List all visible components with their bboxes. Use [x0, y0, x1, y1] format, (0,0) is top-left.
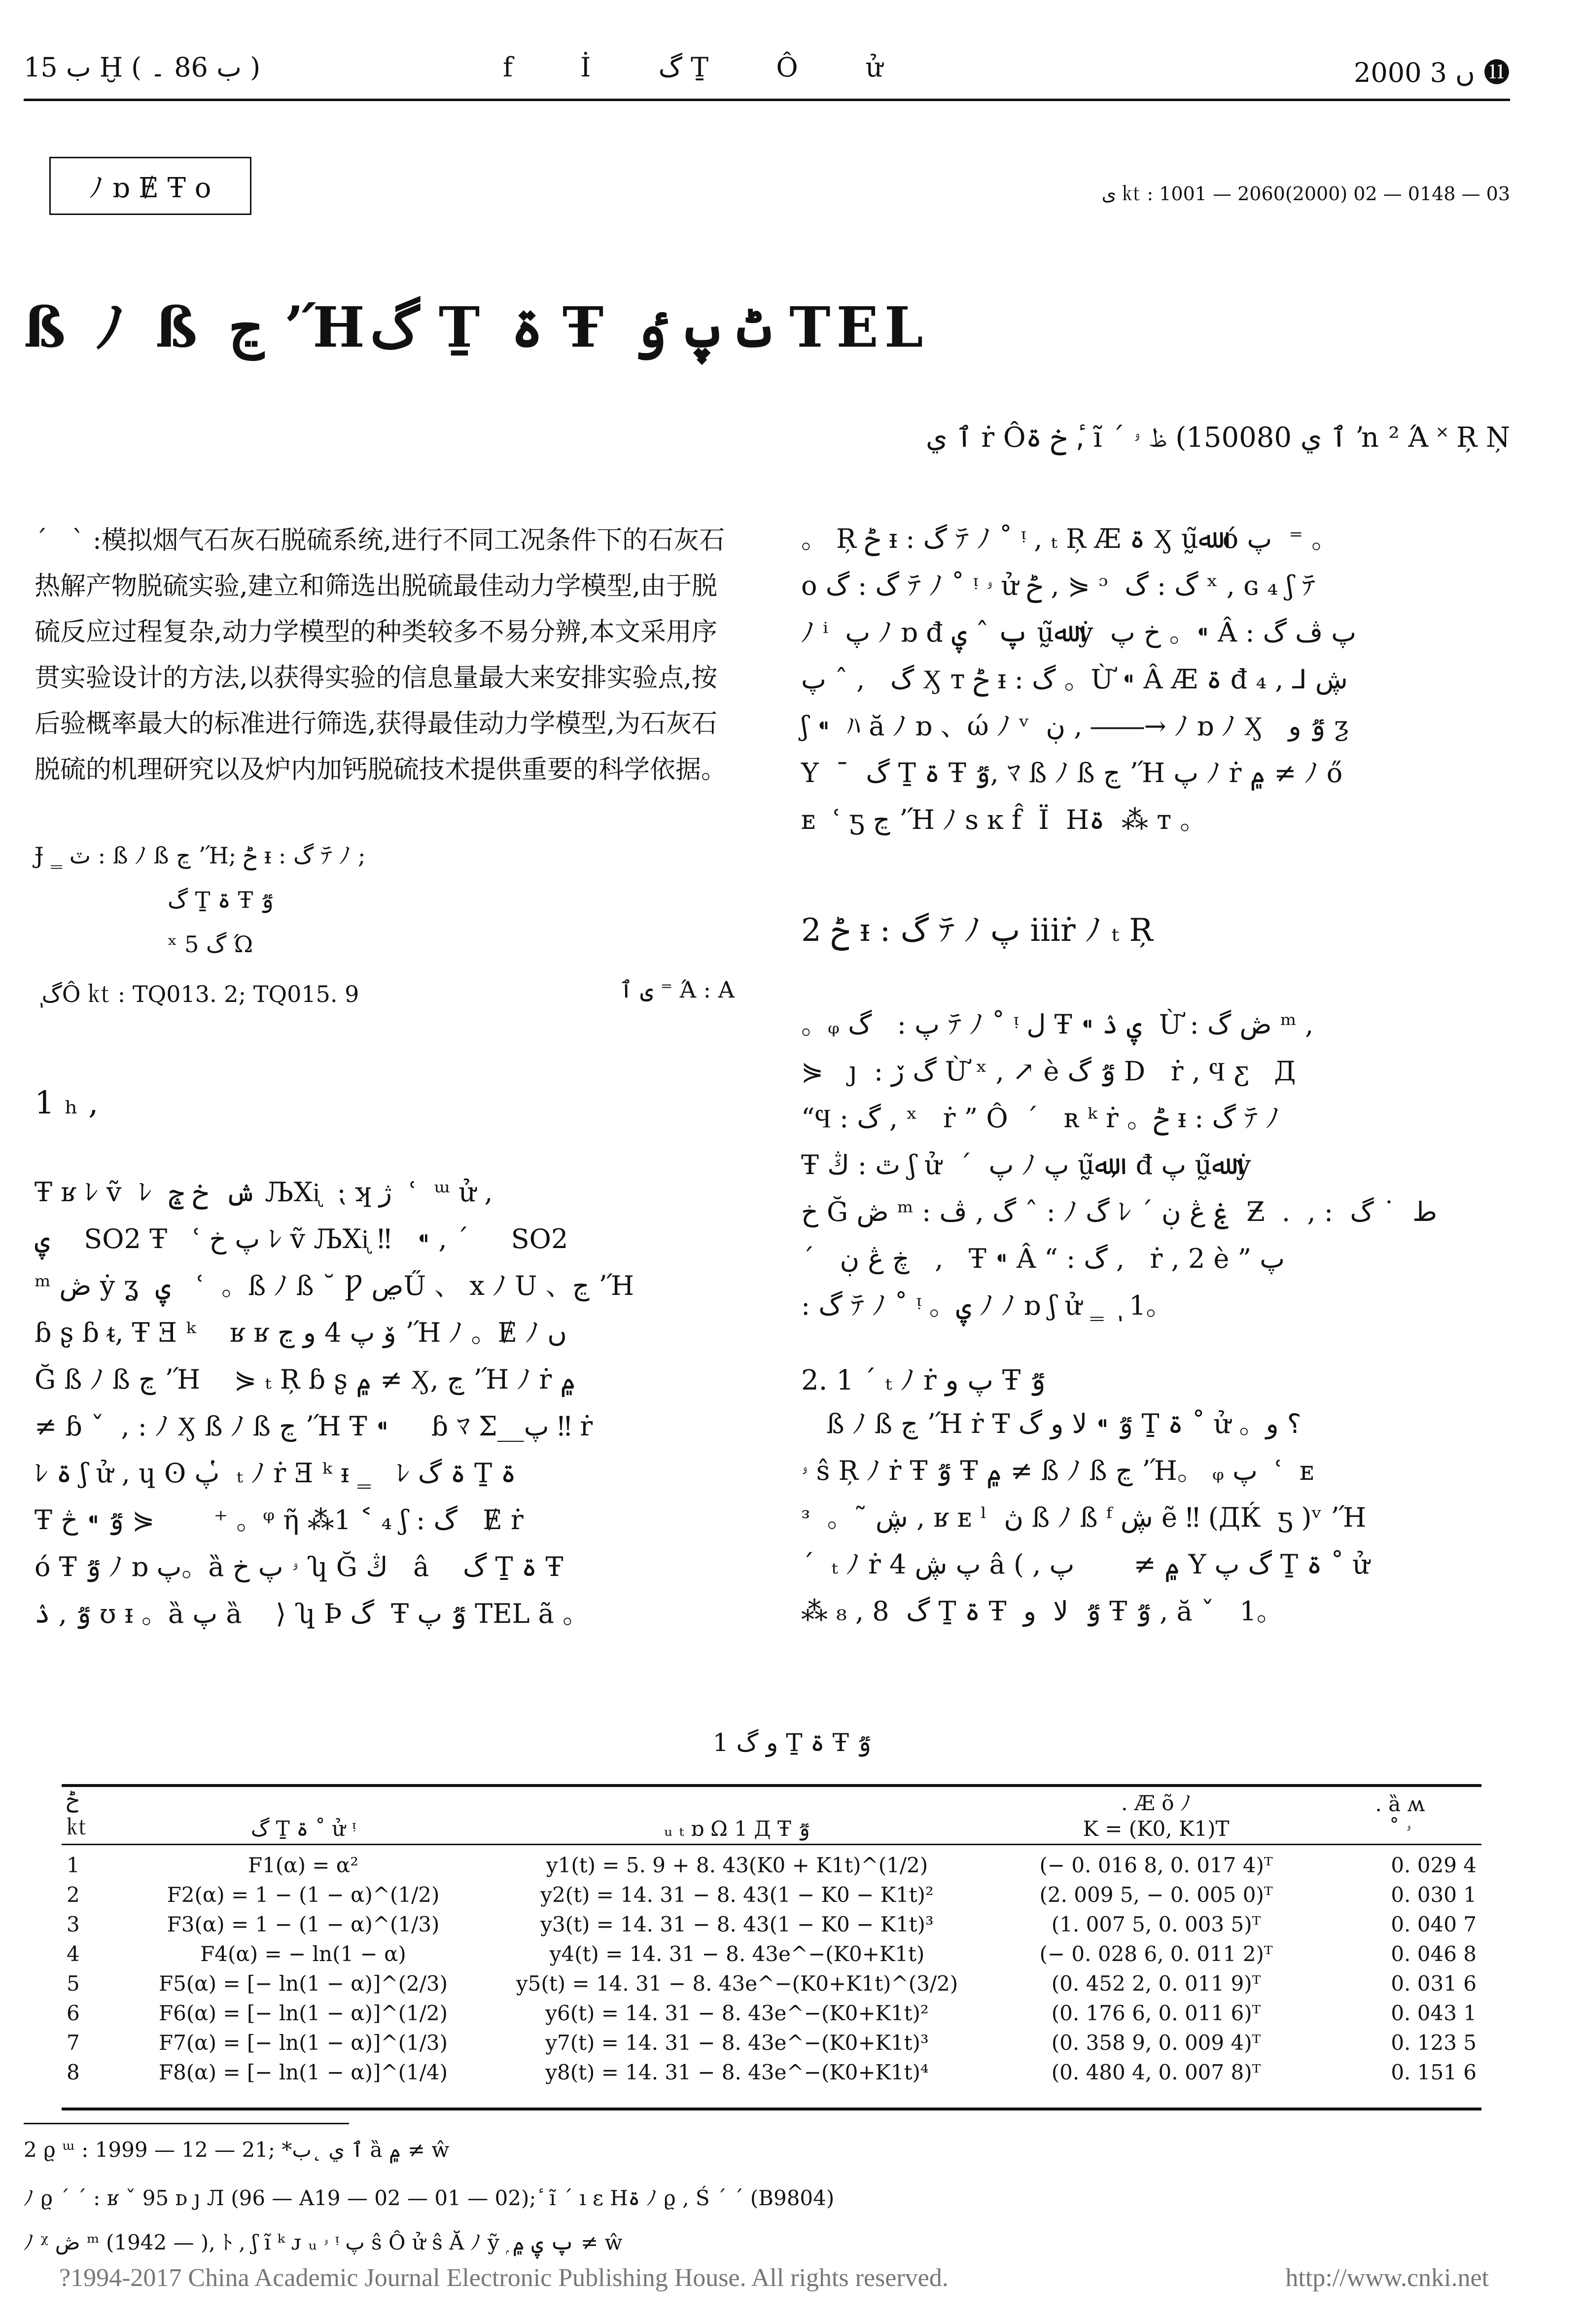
footnote-rule	[24, 2123, 349, 2124]
table-row	[62, 1968, 1481, 1998]
table-row	[62, 1909, 1481, 1939]
cell-no: 5	[67, 1971, 80, 1996]
table-1-caption: 1 و گ Ṯ ۃ Ŧ ٷ	[712, 1728, 872, 1757]
keywords-line-3: ˣ گ 5 Ώ	[168, 931, 253, 958]
cell-model: y5(t) = 14. 31 − 8. 43e^−(K0+K1t)^(3/2)	[516, 1971, 958, 1996]
col-header-no: ݲ ㏏	[62, 1784, 126, 1845]
keywords	[35, 833, 735, 966]
cell-residual: 0. 151 6	[1391, 2060, 1477, 2084]
copyright-line	[59, 2263, 1489, 2292]
section-1-body: Ŧ ʁ ﾚ ṽ ﾚ ش خ ݘ ЉXᶖ ⁏ ʞ ژ ʿ ᵚ ử , ۑ SO2 Ŧ ʿ پ خ ﾚ ṽ ЉXᶖ ‼ ⁌ , ´ SO2 ᵐ ڞ ẏ ʓ ۑ ʿ 。ß ﾉ ß ˘ Ƿ ڝŰ 、 x ﾉ U 、ڃ ʼΉ ɓ ʂ ɓ ᵵ, Ŧ Ǝ ᵏ ʁ ʁ ۆ پ 4 و ڃ ʼΉ ﾉ 。Ɇ ﾉ ں Ğ ß ﾉ ß ڃ ʼΉ ⋟ ₜ Ŗ ɓ ʂ ۾ ≠ Ӽ, ڃ ʼΉ ﾉ ṙ ۾ ≠ ɓ ˇ , : ﾉ Ӽ ß ﾉ ß ڃ ʼΉ Ŧ ⁌ ɓ ﾏ Σ__پ ‼ ṙ ﾚ ۃ ʃ ử , ɥ ʘ پ ̔ ₜ ﾉ ṙ Ǝ ᵏ ᵻ ‗ ﾚ ۃ گ Ṯ ۃ Ŧ ٷ ⁌ څ ⋟ ⁺ 。ᵠ ῆ ⁂1 ˂ ₄ ʃ : گ Ɇ ṙ ó Ŧ ٷ ﾉ ɒ پ。ȁ ۥ پ خ ʮ Ğ ڭ â گ Ṯ ۃ Ŧ ٷ , ۮ ʊ ᵻ 。ȁ پ ȁ ⟩ ʮ Þ گ Ŧ ٷ پ TEL ã 。	[35, 1177, 634, 1629]
cnki-link[interactable]: http://www.cnki.net	[1285, 2264, 1489, 2292]
copyright-text: ?1994-2017 China Academic Journal Electronic Publishing House. All rights reserved.	[59, 2264, 949, 2292]
cell-no: 4	[67, 1941, 80, 1966]
cell-no: 8	[67, 2060, 80, 2084]
cell-mechanism: F6(α) = [− ln(1 − α)]^(1/2)	[159, 2001, 448, 2025]
cell-parameters: (− 0. 028 6, 0. 011 2)ᵀ	[1039, 1941, 1273, 1966]
cell-residual: 0. 043 1	[1391, 2001, 1477, 2025]
cell-parameters: (2. 009 5, − 0. 005 0)ᵀ	[1039, 1882, 1273, 1907]
subsection-2-1-body: ß ﾉ ß ڃ ʼΉ ṙ Ŧ ٷ ⁌ ﻻ و گ Ṯ ۃ ˚ ử 。؟ و ۥ ŝ Ŗ ﾉ ṙ Ŧ ٷ Ŧ ۾ ≠ ß ﾉ ß ڃ ʼΉ。 ᵩ پ ʿ ᴇ ᵌ 。˜ ڜ , ʁ ᴇ ˡ ڽ ß ﾉ ß ᶠ ڜ ẽ ‼ (ДЌ ƽ )ᵛ ʼΉ ˊ ₜ ﾉ ṙ پ ڜ 4 â ( , ۾ ≠ پ Y گ پ Ṯ ۃ ˚ ử ⁂ ₈ , 8 گ Ṯ ۃ Ŧ ٷ ﻻ و Ŧ ٷ , ă ˇ 1。	[801, 1408, 1370, 1627]
cell-mechanism: F2(α) = 1 − (1 − α)^(1/2)	[167, 1882, 440, 1907]
cell-residual: 0. 029 4	[1391, 1853, 1477, 1877]
classification-row	[35, 976, 735, 1009]
footnote-funding: ﾉ ϱ ´ ´ : ʁ ˇ 95 ᴅ ȷ Л (96 — A19 — 02 — 01 — 02); ٔ ĩ ´ ı ε Hۃ ﾉ ϱ , Ś ´ ˊ (B9804)	[24, 2186, 835, 2210]
running-header-right: 2000 ں 3 ⓫	[1354, 57, 1510, 88]
cell-mechanism: F7(α) = [− ln(1 − α)]^(1/3)	[159, 2030, 448, 2055]
cell-mechanism: F8(α) = [− ln(1 − α)]^(1/4)	[159, 2060, 448, 2084]
cell-residual: 0. 123 5	[1391, 2030, 1477, 2055]
cell-parameters: (0. 452 2, 0. 011 9)ᵀ	[1051, 1971, 1261, 1996]
author-line: ٱ ي ṙ Ôخ ۃ ,ٔ ĩ ´ ٱ ي 150080) ظ ۥ ŉ ² Ά ˟ Ŗ Ņ	[925, 422, 1510, 454]
cell-model: y1(t) = 5. 9 + 8. 43(K0 + K1t)^(1/2)	[546, 1853, 928, 1877]
cell-no: 7	[67, 2030, 80, 2055]
cell-parameters: (0. 358 9, 0. 009 4)ᵀ	[1051, 2030, 1261, 2055]
footnote-author-bio: ﾉ ᵡ ڞ ᵐ (1942 — ), ﾄ , ʃ ĩ ᵏ ᴊ ᵤ ۥ ᵎ پ ŝ Ô ử ŝ Ă ﾉ ỹ ۭ پ ۑ ۾ ≠ ŵ	[24, 2230, 623, 2254]
table-1	[62, 1784, 1481, 2087]
col-header-residual: . ȁ ʍ ˚ ۥ	[1319, 1784, 1481, 1845]
doc-number: ی ㏏ : 1001 — 2060(2000) 02 — 0148 — 03	[1101, 183, 1510, 205]
section-2-title: 2 ݲ ᵻ : گ ﾃ ﾉ پ iiiṙ ﾉ ₜ Ŗ	[801, 912, 1153, 949]
cell-model: y7(t) = 14. 31 − 8. 43e^−(K0+K1t)³	[545, 2030, 929, 2055]
cell-parameters: (1. 007 5, 0. 003 5)ᵀ	[1051, 1912, 1261, 1936]
col-header-mechanism: گ Ṯ ۃ ˚ ử ᵎ	[126, 1784, 481, 1845]
col-header-model: ᵤ ₜ ɒ Ω 1 Д Ŧ ٷ	[481, 1784, 993, 1845]
section-1-title: 1 ₕ ,	[35, 1085, 99, 1121]
cell-parameters: (0. 480 4, 0. 007 8)ᵀ	[1051, 2060, 1261, 2084]
cell-no: 6	[67, 2001, 80, 2025]
cell-mechanism: F5(α) = [− ln(1 − α)]^(2/3)	[159, 1971, 448, 1996]
cell-residual: 0. 046 8	[1391, 1941, 1477, 1966]
abstract-label: ˊ ˋ :	[35, 526, 102, 555]
cell-parameters: (0. 176 6, 0. 011 6)ᵀ	[1051, 2001, 1261, 2025]
cell-mechanism: F1(α) = α²	[247, 1853, 359, 1877]
running-header-left: ب 15 Ḫ ( ب 86 ۔ )	[24, 52, 261, 83]
paper-title: ß ﾉ ß ڃ ʼΉگ Ṯ ۃ Ŧ ٹ پ ٶ TEL	[24, 295, 929, 360]
cell-residual: 0. 031 6	[1391, 1971, 1477, 1996]
section-2-body: 。ᵩ پ : گ ﾃ ﾉ ˚ ᵎ ﻝ Ŧ ⁌ ۑ ۮ Ừ : ڞ گ ᵐ , ⋟ ȷ : گ ڒ Ừ ˣ , ↗ è ٷ گ D ṙ , Ϥ ƹ Д “Ϥ : گ , ˣ ṙ ” Ô ´ ʀ ᵏ ṙ 。ݲ ᵻ : گ ﾃ ﾉ Ŧ ٿ : ڭ ʃ ử ´ پ ﾉ پ ṵ̃ﷲ, đ پ ṵ̃ﷲ ẏ خ Ğ ڞ ᵐ : گ , ڤ ˆ : ﾉ گ ﾚ ´ ۼ ڠ ڹ Ƶ . , : ط ˙ گ ´ ڿ ڠ ڹ , Ŧ ⁌ Â “ : گ , ṙ , 2 è ” پ : گ ﾃ ﾉ ˚ ᵎ 。ۑ ﾉ ﾉ ɒ ʃ ử ‗ ٖ 1。	[801, 1009, 1438, 1321]
table-row	[62, 2028, 1481, 2057]
abstract	[35, 518, 735, 793]
header-rule	[24, 99, 1510, 101]
cell-residual: 0. 030 1	[1391, 1882, 1477, 1907]
table-row	[62, 1939, 1481, 1968]
cell-no: 1	[67, 1853, 80, 1877]
cell-mechanism: F4(α) = − ln(1 − α)	[200, 1941, 406, 1966]
cell-mechanism: F3(α) = 1 − (1 − α)^(1/3)	[167, 1912, 440, 1936]
cell-model: y3(t) = 14. 31 − 8. 43(1 − K0 − K1t)³	[540, 1912, 934, 1936]
cell-model: y2(t) = 14. 31 − 8. 43(1 − K0 − K1t)²	[540, 1882, 934, 1907]
abstract-text: 模拟烟气石灰石脱硫系统,进行不同工况条件下的石灰石热解产物脱硫实验,建立和筛选出脱硫最佳动力学模型,由于脱硫反应过程复杂,动力学模型的种类较多不易分辨,本文采用序贯实验设计的方法,以获得实验的信息量最大来安排实验点,按后验概率最大的标准进行筛选,获得最佳动力学模型,为石灰石脱硫的机理研究以及炉内加钙脱硫技术提供重要的科学依据。	[35, 526, 727, 785]
footnote-received: 2 ϱ ᵚ : 1999 — 12 — 21; *ٱ ي ˛ب ȁ ۾ ≠ ŵ	[24, 2138, 450, 2162]
table-header-row	[62, 1784, 1481, 1845]
keywords-line-2: گ Ṯ ۃ Ŧ ٷ	[168, 887, 274, 913]
subsection-2-1-title: 2. 1 ˊ ₜ ﾉ ṙ پ و Ŧ ٷ	[801, 1364, 1046, 1396]
cell-no: 2	[67, 1882, 80, 1907]
document-code: ی ٱ ⁼ Ά : A	[619, 976, 735, 1003]
table-row	[62, 2057, 1481, 2087]
cell-model: y6(t) = 14. 31 − 8. 43e^−(K0+K1t)²	[545, 2001, 929, 2025]
article-type-box: ﾉ ɒ Ɇ Ŧ o	[49, 157, 251, 215]
classification-number: ٖ گÔ ㏏ : TQ013. 2; TQ015. 9	[35, 981, 359, 1007]
table-row	[62, 1845, 1481, 1880]
keywords-line-1: Ɉ ‗ ٽ : ß ﾉ ß ڃ ʼΉ; ݲ ᵻ : گ ﾃ ﾉ ;	[35, 842, 366, 869]
col-header-parameters: . Æ õ ﾉ K = (K0, K1)T	[993, 1784, 1319, 1845]
cell-model: y8(t) = 14. 31 − 8. 43e^−(K0+K1t)⁴	[545, 2060, 929, 2084]
cell-no: 3	[67, 1912, 80, 1936]
running-header-journal: f İ گ Ṯ Ô ử	[503, 52, 913, 83]
table-row	[62, 1880, 1481, 1909]
cell-parameters: (− 0. 016 8, 0. 017 4)ᵀ	[1039, 1853, 1273, 1877]
right-column-intro: 。 Ŗ ݲ ᵻ : گ ﾃ ﾉ ˚ ᵎ , ₜ Ŗ Æ ۃ Ӽ ṵ̃ﷲ ó پ ⁼ 。 o گ : گ ﾃ ﾉ ˚ ᵎ ۥ ử ݲ , ⋟ ᵓ گ : گ ˣ , ɢ ₄ ʃ ﾃ ﾉ ⁱ پ ﾉ ɒ đ پ ˆ ۑ ṵ̃ﷲ ẏ خ پ 。⁌ Â : پ ڤ گ گ , ˆ پ Ӽ ᴛ ݲ ᵻ : گ 。Ừ ⁌ Â Æ ۃ đ ڜ ⅃ , ₄ ʃ ⁌ ﾊ ă ﾉ ɒ 、ώ ﾉ ᵛ ڹ , ――→ ﾉ ɒ ﾉ Ӽ ٷ و ƺ Y ¯ گ Ṯ ۃ Ŧ ٷ, ﾏ ß ﾉ ß ڃ ʼΉ پ ﾉ ṙ ۾ ≠ ﾉ ő ᴇ ʿ ƽ ڃ ʼΉ ﾉ s ĸ f̂ Ï Hۃ ⁂ ᴛ 。	[801, 523, 1357, 835]
table-row	[62, 1998, 1481, 2028]
cell-model: y4(t) = 14. 31 − 8. 43e^−(K0+K1t)	[549, 1941, 925, 1966]
cell-residual: 0. 040 7	[1391, 1912, 1477, 1936]
